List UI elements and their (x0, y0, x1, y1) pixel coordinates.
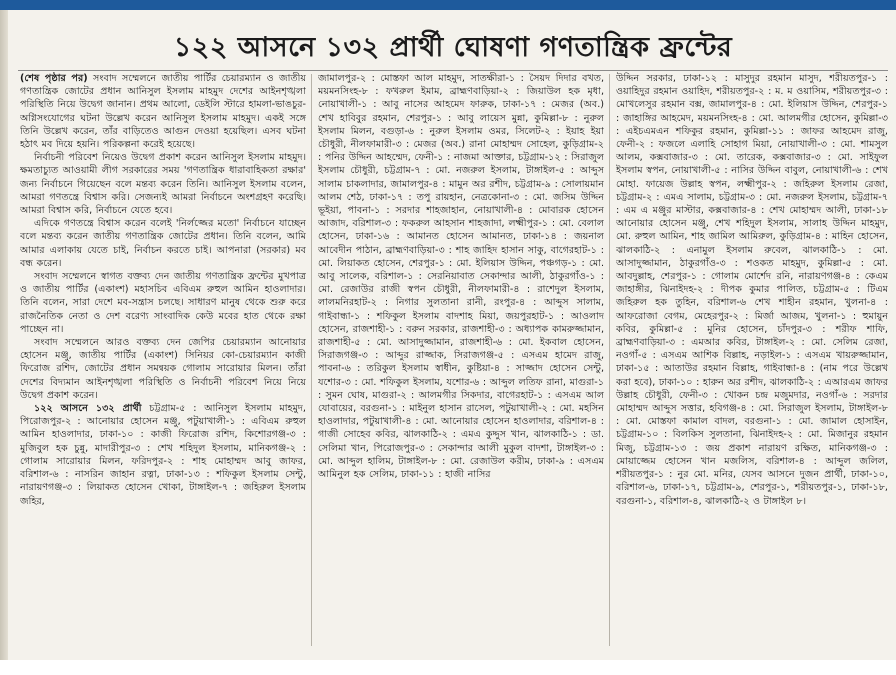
paragraph: উদ্দিন সরকার, ঢাকা-১২ : মাসুদুর রহমান মাসুদ, শরীয়তপুর-১ : ওয়াহিদুর রহমান ওয়াহিদ, শরীয়তপুর-২ : ম. ম ওয়াসিম, শরীয়তপুর-৩ : মোখলেসুর রহমান বক্স, জামালপুর-৪ : মো. ইলিয়াস উদ্দিন, শেরপুর-১ : জাহাঙ্গির আহমেদ, ময়মনসিংহ-৪ : মো. আলমগীর হোসেন, কুমিল্লা-৩ : এইচএমএন শফিকুর রহমান, কুমিল্লা-১১ : জাফর আহমেদ রাজু, ফেনী-২ : ফজলে এলাহি সোহাগ মিয়া, নোয়াখালী-৩ : মো. শামসুল আলম, কক্সবাজার-৩ : মো. তারেক, কক্সবাজার-৩ : মো. সাইফুল ইসলাম স্বপন, নোয়াখালী-৫ : নাসির উদ্দিন বাবুল, নোয়াখালী-৬ : শেখ মোহা. ফায়েজ উল্লাহ স্বপন, লক্ষ্মীপুর-২ : জহিরুল ইসলাম রেজা, চট্টগ্রাম-২ : এমএ সালাম, চট্টগ্রাম-৩ : মো. নজরুল ইসলাম, চট্টগ্রাম-৭ : এম এ মঞ্জুর মাস্টার, কক্সবাজার-৪ : শেখ মোহাম্মদ আলী, ঢাকা-১৮ আনোয়ার হোসেন মঞ্জু, শেখ শহিদুল ইসলাম, সালাহ উদ্দিন মাহমুদ, মো. রুহুল আমিন, শাহ জামিল আমিরুল, কুড়িগ্রাম-৪ : মাহিন হোসেন, ঝালকাঠি-২ : এনামুল ইসলাম রুবেল, ঝালকাঠি-১ : মো. আসাদুজ্জামান, ঠাকুরগাঁও-৩ : শওকত মাহমুদ, কুমিল্লা-৫ : মো. আবদুল্লাহ, শেরপুর-১ : গোলাম মোর্শেদ রনি, নারায়ণগঞ্জ-৪ : কেএম জাহাঙ্গীর, ঝিনাইদহ-২ : দীপক কুমার পালিত, চট্টগ্রাম-৫ : টিএম জহিরুল হক তুহিন, বরিশাল-৬ শেখ শাহীন রহমান, খুলনা-৪ : আফরোজা বেগম, মেহেরপুর-২ : মির্জা আজম, খুলনা-১ : হুমায়ুন কবির, কুমিল্লা-৫ : মুনির হোসেন, চাঁদপুর-৩ : শরীফ শাফি, ব্রাহ্মণবাড়িয়া-৩ : এমআর কবির, টাঙ্গাইল-২ : মো. সেলিম রেজা, নওগাঁ-৫ : এসএম আশিক বিল্লাহ, নড়াইল-১ : এসএম খায়রুজ্জামান, ঢাকা-১৫ : আতাউর রহমান বিল্লাহ, গাইবান্ধা-৪ : (নাম পরে উল্লেখ করা হবে), ঢাকা-১০ : হারুন অর রশীদ, ঝালকাঠি-২ : এআরএম জাফর উল্লাহ চৌধুরী, ফেনী-৩ : খোকন চন্দ্র মজুমদার, নওগাঁ-৬ : সরদার মোহাম্মদ আব্দুস সত্তার, হবিগঞ্জ-৪ : মো. সিরাজুল ইসলাম, টাঙ্গাইল-৮ : মো. মোস্তফা কামাল বাদল, বরগুনা-১ : মো. জামাল হোসাইন, চট্টগ্রাম-১০ : বিলকিস সুলতানা, ঝিনাইদহ-২ : মো. মিজানুর রহমান মিজু, চট্টগ্রাম-১৩ : জয় প্রকাশ নারায়ণ রক্ষিত, মানিকগঞ্জ-৩ : মোয়াজ্জেম হোসেন খান মজলিস, বরিশাল-৪ : আব্দুল জলিল, শরীয়তপুর-১ : নুর মো. মনির, যেসব আসনে দুজন প্রার্থী, ঢাকা-১০, বরিশাল-৬, ঢাকা-১৭, চট্টগ্রাম-৯, শেরপুর-১, শরীয়তপুর-১, ঢাকা-১৮, বরগুনা-১, বরিশাল-৪, ঝালকাঠি-২ ও টাঙ্গাইল ৮। (616, 73, 888, 507)
paragraph-text: সংবাদ সম্মেলনে জাতীয় পার্টির চেয়ারম্যান ও জাতীয় গণতান্ত্রিক জোটের প্রধান আনিসুল ইসলাম মাহমুদ দেশের আইনশৃঙ্খলা পরিস্থিতি নিয়ে উদ্বেগ জানান। প্রথম আলো, ডেইলি স্টারে হামলা-ভাঙচুর-অগ্নিসংযোগের ঘটনা উল্লেখ করেন আনিসুল ইসলাম মাহমুদ। একই সঙ্গে তিনি উল্লেখ করেন, তাঁর বাড়িতেও আগুন দেওয়া হয়েছিল। এসব ঘটনা হঠাৎ মব দিয়ে হয়নি। পরিকল্পনা করেই হয়েছে। (20, 73, 306, 151)
paragraph: এদিকে গণতন্ত্রে বিশ্বাস করেন বলেই 'নির্লজ্জের মতো' নির্বাচনে যাচ্ছেন বলে মন্তব্য করেন জাতীয় গণতান্ত্রিক জোটের প্রধান। তিনি বলেন, আমি আমার এলাকায় যেতে চাই, নির্বাচন করতে চাই। আপনারা (সরকার) মব বন্ধ করেন। (20, 218, 306, 269)
article-column-1 (20, 72, 306, 650)
paragraph: সংবাদ সম্মেলনে আরও বক্তব্য দেন জেপির চেয়ারম্যান আনোয়ার হোসেন মঞ্জু, জাতীয় পার্টির (একাংশ) সিনিয়র কো-চেয়ারম্যান কাজী ফিরোজ রশিদ, জোটের প্রধান সমন্বয়ক গোলাম সারোয়ার মিলন। তাঁরা দেশের বিদ্যমান আইনশৃঙ্খলা পরিস্থিতি ও নির্বাচনী পরিবেশ নিয়ে নিয়ে উদ্বেগ প্রকাশ করেন। (20, 337, 306, 401)
candidate-list-heading: ১২২ আসনে ১৩২ প্রার্থী (34, 403, 142, 415)
paragraph: সংবাদ সম্মেলনে স্বাগত বক্তব্য দেন জাতীয় গণতান্ত্রিক ফ্রন্টের মুখপাত্র ও জাতীয় পার্টির (একাংশ) মহাসচিব এবিএম রুহুল আমিন হাওলাদার। তিনি বলেন, সারা দেশে মব-সন্ত্রাস চলছে। সাধারণ মানুষ থেকে শুরু করে রাজনৈতিক নেতা ও দেশ বরেণ্য সাংবাদিক কেউ মবের হাত থেকে রক্ষা পাচ্ছেন না। (20, 271, 306, 335)
headline-divider (18, 70, 888, 71)
top-accent-rule (0, 0, 896, 10)
continuation-tag: (শেষ পৃষ্ঠার পর) (20, 73, 88, 84)
paragraph (20, 402, 306, 508)
article-column-2 (318, 72, 604, 650)
column-divider (609, 74, 610, 646)
article-column-3 (616, 72, 888, 650)
paragraph: নির্বাচনী পরিবেশ নিয়েও উদ্বেগ প্রকাশ করেন আনিসুল ইসলাম মাহমুদ। ক্ষমতাচ্যুত আওয়ামী লীগ সরকারের সময় 'গণতান্ত্রিক ধারাবাহিকতা রক্ষার' জন্য নির্বাচনে গিয়েছেন বলে মন্তব্য করেন তিনি। আনিসুল ইসলাম বলেন, আমরা গণতন্ত্রে বিশ্বাস করি। সেজন্যই আমরা নির্বাচনে অংশগ্রহণ করেছি। আমরা বিশ্বাস করি, নির্বাচনে যেতে হবে। (20, 152, 306, 217)
paragraph: জামালপুর-২ : মোস্তফা আল মাহমুদ, সাতক্ষীরা-১ : সৈয়দ দিদার বখত, ময়মনসিংহ-৮ : ফখরুল ইমাম, ব্রাহ্মণবাড়িয়া-২ : জিয়াউল হক মৃধা, নোয়াখালী-১ : আবু নাসের আহমেদ ফারুক, ঢাকা-১৭ : মেজর (অব.) শেখ হাবিবুর রহমান, শেরপুর-১ : আবু লায়েস মুন্না, কুমিল্লা-৮ : নুরুল ইসলাম মিলন, বগুড়া-৬ : নুরুল ইসলাম ওমর, সিলেট-২ : ইয়াহ ইয়া চৌধুরী, নীলফামারী-৩ : মেজর (অব.) রানা মোহাম্মদ সোহেল, কুড়িগ্রাম-২ : পনির উদ্দিন আহম্মেদ, ফেনী-১ : নাজমা আক্তার, চট্টগ্রাম-১২ : সিরাজুল ইসলাম চৌধুরী, চট্টগ্রাম-৭ : মো. নজরুল ইসলাম, টাঙ্গাইল-৫ : আব্দুস সালাম চাকলাদার, জামালপুর-৪ : মামুন অর রশীদ, চট্টগ্রাম-৯ : সোলায়মান আলম শেঠ, ঢাকা-১৭ : তপু রায়হান, নেত্রকোনা-৩ : মো. জসিম উদ্দিন ভূইয়া, পাবনা-১ : সরদার শাহজাহান, নোয়াখালী-৪ : মোবারক হোসেন আজাদ, বরিশাল-৩ : ফকরুল আহসান শাহজাদা, লক্ষ্মীপুর-১ : মো. বেলাল হোসেন, ঢাকা-১৬ : আমানত হোসেন আমানত, ঢাকা-১৪ : জয়নাল আবেদীন পাঠান, ব্রাহ্মণবাড়িয়া-৩ : শাহ জাহিদ হাসান সাকু, বাগেরহাট-১ : মো. লিয়াকত হোসেন, শেরপুর-১ : মো. ইলিয়াস উদ্দিন, পঞ্চগড়-১ : মো. আবু সালেক, বরিশাল-১ : সেরনিয়াবাত সেকান্দার আলী, ঠাকুরগাঁও-১ : মো. রেজাউর রাজী স্বপন চৌধুরী, নীলফামারী-৪ : রাশেদুল ইসলাম, লালমনিরহাট-২ : নিগার সুলতানা রানী, রংপুর-৪ : আব্দুস সালাম, গাইবান্ধা-১ : শফিকুল ইসলাম বাদশাহ মিয়া, জয়পুরহাট-১ : আওলাদ হোসেন, রাজশাহী-১ : বরুন সরকার, রাজশাহী-৩ : অধ্যাপক কামরুজ্জামান, রাজশাহী-৫ : মো. আসাদুজ্জামান, রাজশাহী-৬ : মো. ইকবাল হোসেন, সিরাজগঞ্জ-৩ : আব্দুর রাজ্জাক, সিরাজগঞ্জ-৫ : এসএম হামেদ রাজু, পাবনা-৬ : তরিকুল ইসলাম স্বাধীন, কুষ্টিয়া-৪ : সাজ্জাদ হোসেন সেন্টু, যশোর-৩ : মো. শফিকুল ইসলাম, যশোর-৬ : আব্দুল লতিফ রানা, মাগুরা-১ : সুমন ঘোষ, মাগুরা-২ : আলমগীর সিকদার, বাগেরহাট-১ : এসএম আল যোবায়ের, বরগুনা-১ : মাইনুল হাসান রাসেল, পটুয়াখালী-২ : মো. মহসিন হাওলাদার, পটুয়াখালী-৪ : মো. আনোয়ার হোসেন হাওলাদার, বরিশাল-৪ : গাজী সোহেব কবির, ঝালকাঠি-২ : এমএ কুদ্দুস খান, ঝালকাঠি-১ : ডা. সেলিমা খান, পিরোজপুর-৩ : সেকান্দার আলী মুকুল বাদশা, টাঙ্গাইল-৩ : মো. আব্দুল হালিম, টাঙ্গাইল-৮ : মো. রেজাউল করীম, ঢাকা-৯ : এসএম আমিনুল হক সেলিম, ঢাকা-১১ : হাজী নাসির (318, 73, 604, 481)
paragraph (20, 72, 306, 151)
adjacent-clipping-edge (0, 10, 8, 660)
page-bottom-margin (0, 660, 896, 675)
article-headline: ১২২ আসনে ১৩২ প্রার্থী ঘোষণা গণতান্ত্রিক ফ্রন্টের (173, 32, 733, 63)
column-divider (311, 74, 312, 646)
paragraph-text: চট্টগ্রাম-৫ : আনিসুল ইসলাম মাহমুদ, পিরোজপুর-২ : আনোয়ার হোসেন মঞ্জু, পটুয়াখালী-১ : এবিএম রুহুল আমিন হাওলাদার, ঢাকা-১০ : কাজী ফিরোজ রশিদ, কিশোরগঞ্জ-৩ : মুজিবুল হক চুন্নু, মাদারীপুর-৩ : শেখ শহিদুল ইসলাম, মানিকগঞ্জ-২ : গোলাম সারোয়ার মিলন, ফরিদপুর-২ : শাহ মোহাম্মদ আবু জাফর, বরিশাল-৬ : নাসরিন জাহান রত্না, ঢাকা-১৩ : শফিকুল ইসলাম সেন্টু, নারায়ণগঞ্জ-৩ : লিয়াকত হোসেন খোকা, টাঙ্গাইল-৭ : জহিরুল ইসলাম জহির, (20, 403, 306, 507)
